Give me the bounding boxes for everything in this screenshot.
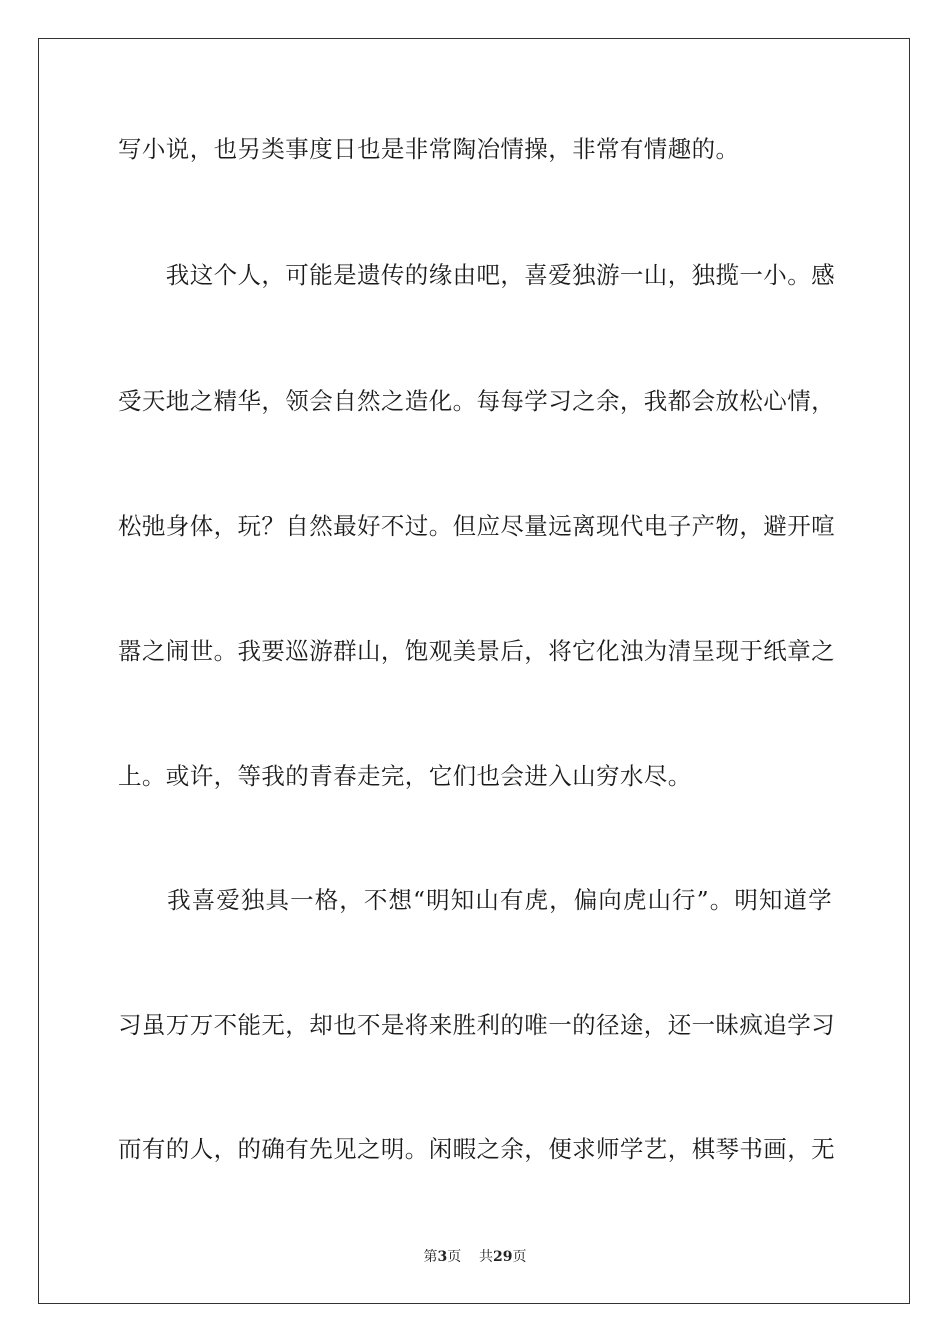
text-line-9: 而有的人，的确有先见之明。闲暇之余，便求师学艺，棋琴书画，无: [118, 1135, 835, 1163]
page-footer: [0, 1248, 950, 1266]
text-line-3: 受天地之精华，领会自然之造化。每每学习之余，我都会放松心情，: [118, 387, 835, 415]
footer-total-prefix: 共: [479, 1249, 494, 1265]
footer-page-prefix: 第: [423, 1249, 438, 1265]
text-line-5: 嚣之闹世。我要巡游群山，饱观美景后，将它化浊为清呈现于纸章之: [118, 637, 835, 665]
footer-total-number: 29: [493, 1249, 513, 1265]
text-line-4: 松弛身体，玩？自然最好不过。但应尽量远离现代电子产物，避开喧: [118, 512, 835, 540]
footer-page-suffix: 页: [447, 1249, 462, 1265]
footer-total-suffix: 页: [512, 1249, 527, 1265]
footer-page-number: 3: [437, 1249, 448, 1265]
text-line-2: 我这个人，可能是遗传的缘由吧，喜爱独游一山，独揽一小。感: [118, 261, 835, 289]
text-line-8: 习虽万万不能无，却也不是将来胜利的唯一的径途，还一昧疯追学习: [118, 1011, 835, 1039]
page-border: [38, 38, 910, 1304]
text-line-1: 写小说，也另类事度日也是非常陶冶情操，非常有情趣的。: [118, 135, 740, 163]
text-line-6: 上。或许，等我的青春走完，它们也会进入山穷水尽。: [118, 762, 692, 790]
text-line-7: 我喜爱独具一格，不想“明知山有虎，偏向虎山行”。明知道学: [118, 886, 832, 914]
